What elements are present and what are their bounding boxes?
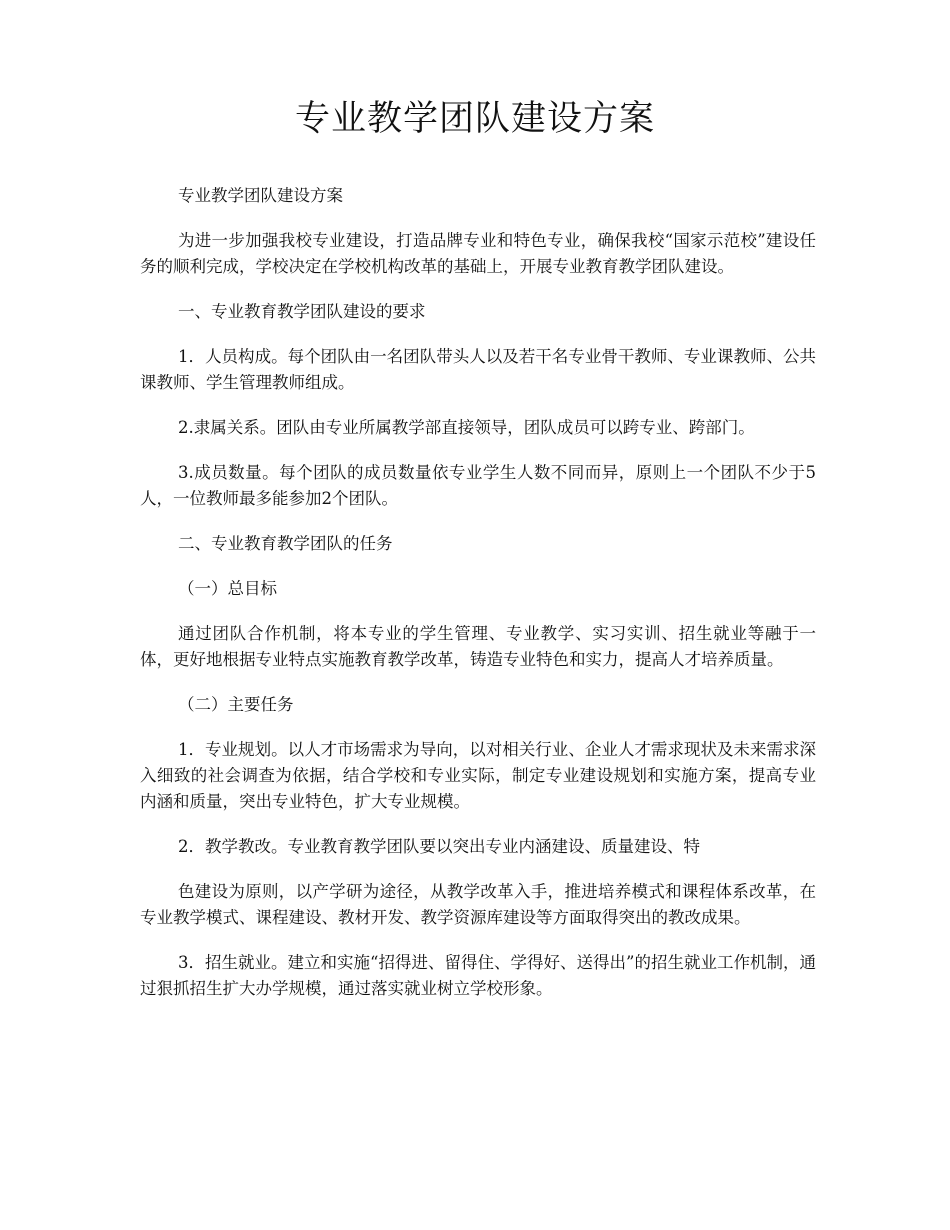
document-body (140, 183, 816, 1021)
document-title: 专业教学团队建设方案 (294, 99, 655, 139)
paragraph-personnel: 1．人员构成。每个团队由一名团队带头人以及若干名专业骨干教师、专业课教师、公共课教师、学生管理教师组成。 (140, 347, 816, 392)
subheading-overall-goal: （一）总目标 (178, 579, 277, 598)
paragraph-planning: 1．专业规划。以人才市场需求为导向，以对相关行业、企业人才需求现状及未来需求深入细致的社会调查为依据，结合学校和专业实际，制定专业建设规划和实施方案，提高专业内涵和质量，突出专业特色，扩大专业规模。 (140, 740, 816, 811)
paragraph-intro: 为进一步加强我校专业建设，打造品牌专业和特色专业，确保我校“国家示范校”建设任务的顺利完成，学校决定在学校机构改革的基础上，开展专业教育教学团队建设。 (140, 231, 816, 276)
section-heading-requirements: 一、专业教育教学团队建设的要求 (178, 302, 426, 321)
paragraph-overall-goal: 通过团队合作机制，将本专业的学生管理、专业教学、实习实训、招生就业等融于一体，更好地根据专业特点实施教育教学改革，铸造专业特色和实力，提高人才培养质量。 (140, 624, 816, 669)
paragraph-teaching-reform-cont: 色建设为原则，以产学研为途径，从教学改革入手，推进培养模式和课程体系改革，在专业教学模式、课程建设、教材开发、教学资源库建设等方面取得突出的教改成果。 (140, 882, 816, 927)
section-heading-tasks: 二、专业教育教学团队的任务 (178, 534, 393, 553)
paragraph-member-count: 3.成员数量。每个团队的成员数量依专业学生人数不同而异，原则上一个团队不少于5人，一位教师最多能参加2个团队。 (140, 463, 816, 508)
paragraph-affiliation: 2.隶属关系。团队由专业所属教学部直接领导，团队成员可以跨专业、跨部门。 (178, 418, 755, 437)
paragraph-enrollment: 3．招生就业。建立和实施“招得进、留得住、学得好、送得出”的招生就业工作机制，通过狠抓招生扩大办学规模，通过落实就业树立学校形象。 (140, 953, 816, 998)
paragraph-subtitle: 专业教学团队建设方案 (178, 186, 343, 205)
subheading-main-tasks: （二）主要任务 (178, 695, 294, 714)
paragraph-teaching-reform: 2．教学教改。专业教育教学团队要以突出专业内涵建设、质量建设、特 (178, 837, 700, 856)
